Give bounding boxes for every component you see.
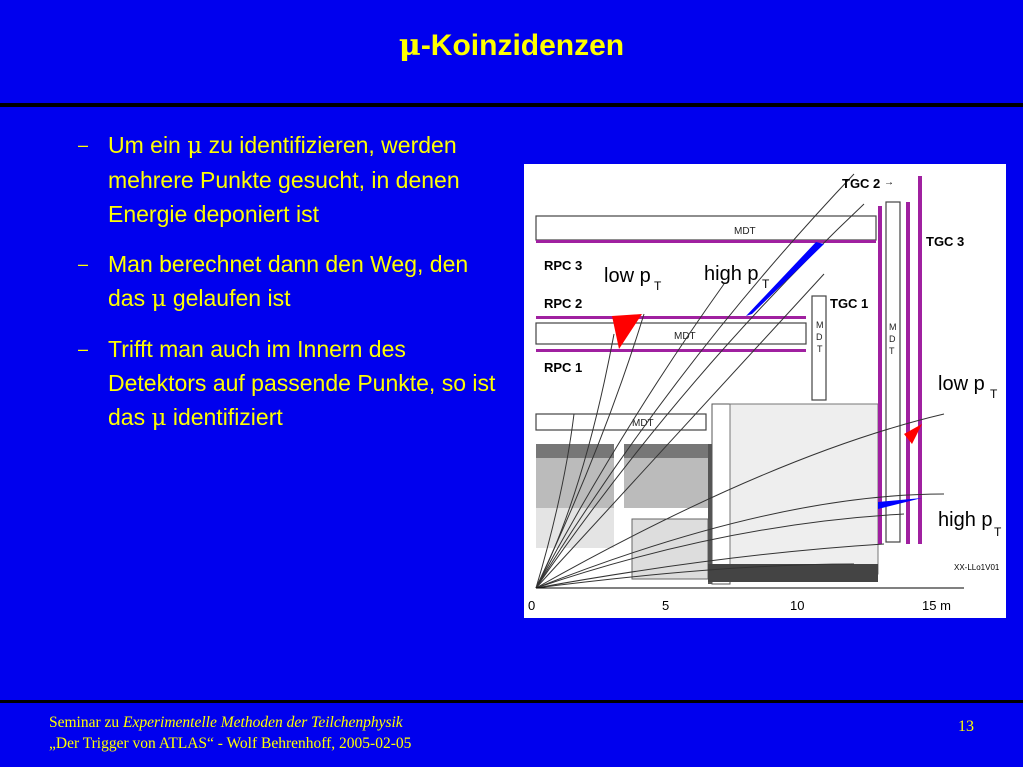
svg-text:→: →	[884, 177, 894, 188]
footer	[49, 712, 411, 754]
rpc1-label: RPC 1	[544, 360, 583, 375]
svg-text:D: D	[816, 332, 823, 342]
calo-block	[624, 458, 708, 508]
slide-title	[0, 28, 1023, 63]
bullet-marker: –	[78, 135, 89, 155]
bullet-text: Trifft man auch im Innern des Detektors auf passende Punkte, so ist das	[108, 336, 496, 430]
low-pt-label-barrel: low p	[604, 265, 651, 287]
axis-tick: 0	[528, 598, 536, 613]
svg-text:T: T	[990, 387, 998, 401]
mdt-top-chamber	[536, 216, 876, 240]
mu-symbol: μ	[151, 405, 167, 431]
svg-text:M: M	[889, 322, 897, 332]
title-mu-symbol: μ	[398, 28, 421, 63]
rpc2-strip-top	[536, 316, 806, 319]
tgc-strip	[906, 202, 910, 544]
mdt-top-label: MDT	[734, 226, 756, 237]
bullet-marker: –	[78, 339, 89, 359]
svg-text:T: T	[762, 277, 770, 291]
tgc1-label: TGC 1	[830, 296, 869, 311]
bullet-item	[78, 247, 508, 316]
footer-line-2: „Der Trigger von ATLAS“ - Wolf Behrenhoff, 2005-02-05	[49, 735, 412, 752]
mdt-mid-chamber	[536, 323, 806, 344]
mdt-mid-label: MDT	[674, 331, 696, 342]
bullet-text: Um ein	[108, 132, 188, 158]
page-number: 13	[958, 718, 974, 735]
figure-code: XX-LLo1V01	[954, 563, 1000, 572]
mdt-low-chamber	[536, 414, 706, 430]
bullet-text: identifiziert	[166, 404, 283, 430]
bullet-marker: –	[78, 254, 89, 274]
high-pt-label-endcap: high p	[938, 509, 993, 531]
tgc2-label: TGC 2	[842, 176, 881, 191]
svg-text:D: D	[889, 334, 896, 344]
high-pt-label-barrel: high p	[704, 263, 759, 285]
low-pt-label-endcap: low p	[938, 373, 985, 395]
svg-text:T: T	[817, 344, 823, 354]
title-divider	[0, 103, 1023, 107]
calo-block	[536, 444, 614, 458]
mu-symbol: μ	[151, 286, 167, 312]
svg-text:T: T	[889, 346, 895, 356]
tgc-strip	[918, 176, 922, 544]
svg-text:T: T	[654, 279, 662, 293]
title-text: -Koinzidenzen	[420, 29, 625, 62]
svg-text:T: T	[994, 525, 1002, 539]
floor-block	[708, 564, 878, 582]
footer-line-1: Seminar zu Experimentelle Methoden der Teilchenphysik	[49, 714, 403, 731]
detector-diagram	[524, 164, 1006, 618]
detector-diagram-svg	[524, 164, 1006, 618]
rpc1-strip	[536, 349, 806, 352]
bullet-item	[78, 332, 508, 435]
tgc-strip	[878, 206, 882, 544]
rpc3-label: RPC 3	[544, 258, 583, 273]
axis-tick: 10	[790, 598, 805, 613]
footer-divider	[0, 700, 1023, 703]
axis-tick: 5	[662, 598, 670, 613]
calo-block	[536, 508, 614, 548]
bullet-text: Man berechnet dann den Weg, den das	[108, 251, 469, 311]
endcap-block	[730, 404, 878, 574]
bullet-list	[78, 128, 508, 451]
mdt-low-label: MDT	[632, 418, 654, 429]
rpc2-label: RPC 2	[544, 296, 583, 311]
mdt-vertical-chamber-2	[886, 202, 900, 542]
mu-symbol: μ	[187, 133, 203, 159]
bullet-item	[78, 128, 508, 231]
axis-tick: 15 m	[922, 598, 951, 613]
tgc3-label: TGC 3	[926, 234, 965, 249]
endcap-block	[712, 404, 730, 584]
bullet-text: gelaufen ist	[166, 285, 291, 311]
mdt-vertical-label: M	[816, 320, 824, 330]
bullet-text: zu identifizieren, werden mehrere Punkte gesucht, in denen Energie deponiert ist	[108, 132, 460, 227]
